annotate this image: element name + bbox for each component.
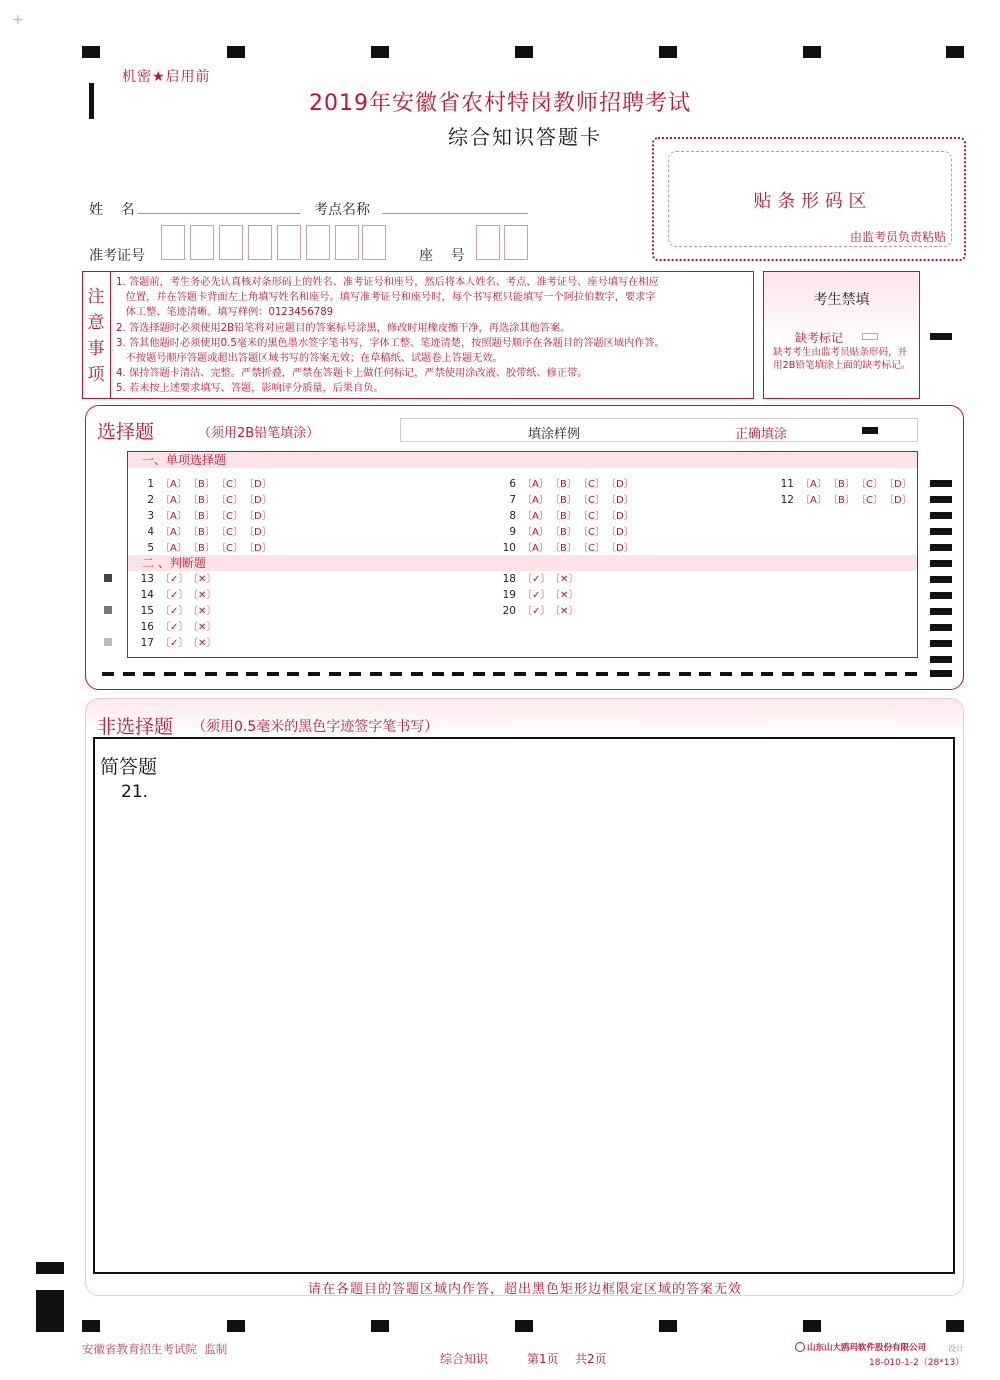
nonchoice-heading-note: （须用0.5毫米的黑色字迹签字笔书写）	[192, 719, 439, 735]
answer-bubble[interactable]: 〔B〕	[188, 543, 215, 554]
timing-mark	[432, 672, 444, 676]
answer-bubble[interactable]: 〔C〕	[856, 479, 883, 490]
answer-bubble[interactable]: 〔B〕	[550, 495, 577, 506]
answer-bubble[interactable]: 〔✕〕	[188, 590, 217, 601]
admission-digit-box[interactable]	[362, 225, 386, 260]
footer-total: 共2页	[575, 1352, 607, 1366]
timing-mark	[205, 672, 217, 676]
correct-label: 正确填涂	[735, 427, 788, 442]
answer-bubble[interactable]: 〔D〕	[606, 511, 634, 522]
question-number: 3	[147, 510, 154, 522]
answer-bubble[interactable]: 〔C〕	[856, 495, 883, 506]
answer-bubble[interactable]: 〔A〕	[160, 511, 187, 522]
answer-bubble[interactable]: 〔✓〕	[160, 574, 189, 585]
timing-mark	[741, 672, 753, 676]
question-row	[494, 541, 634, 555]
judge-heading: 二 、判断题	[128, 555, 917, 571]
answer-bubble[interactable]: 〔A〕	[160, 543, 187, 554]
answer-bubble[interactable]: 〔✓〕	[522, 606, 551, 617]
timing-mark	[473, 672, 485, 676]
seat-digit-box[interactable]	[476, 225, 500, 260]
answer-bubble[interactable]: 〔D〕	[884, 495, 912, 506]
absent-note: 缺考考生由监考员贴条形码，并用2B铅笔填涂上面的缺考标记。	[773, 347, 911, 371]
question-number: 17	[140, 637, 154, 649]
answer-bubble[interactable]: 〔B〕	[550, 543, 577, 554]
sample-label: 填涂样例	[528, 427, 581, 442]
answer-bubble[interactable]: 〔A〕	[522, 527, 549, 538]
answer-bubble[interactable]: 〔C〕	[216, 527, 243, 538]
timing-mark	[123, 672, 135, 676]
timing-mark	[596, 672, 608, 676]
notice-title-char: 事	[87, 339, 105, 359]
answer-bubble[interactable]: 〔D〕	[244, 527, 272, 538]
answer-bubble[interactable]: 〔B〕	[188, 527, 215, 538]
question-number: 15	[140, 605, 154, 617]
answer-bubble[interactable]: 〔C〕	[216, 511, 243, 522]
admission-digit-box[interactable]	[306, 225, 330, 260]
timing-mark	[514, 672, 526, 676]
answer-bubble[interactable]: 〔✕〕	[188, 606, 217, 617]
timing-mark	[515, 46, 533, 58]
timing-mark	[782, 672, 794, 676]
answer-bubble[interactable]: 〔✓〕	[522, 590, 551, 601]
timing-mark	[823, 672, 835, 676]
question-row	[132, 604, 216, 618]
timing-mark	[227, 46, 245, 58]
answer-bubble[interactable]: 〔B〕	[550, 527, 577, 538]
question-row	[132, 572, 216, 586]
timing-mark	[803, 1320, 821, 1332]
timing-mark	[555, 672, 567, 676]
timing-mark	[226, 672, 238, 676]
question-number: 2	[147, 494, 154, 506]
answer-bubble[interactable]: 〔✕〕	[188, 622, 217, 633]
timing-mark	[659, 46, 677, 58]
timing-mark	[802, 672, 814, 676]
answer-bubble[interactable]: 〔B〕	[188, 511, 215, 522]
answer-bubble[interactable]: 〔D〕	[244, 479, 272, 490]
question-number: 6	[509, 478, 516, 490]
orientation-bar	[36, 1290, 64, 1332]
answer-bubble[interactable]: 〔D〕	[606, 479, 634, 490]
answer-bubble[interactable]: 〔D〕	[884, 479, 912, 490]
answer-bubble[interactable]: 〔A〕	[522, 495, 549, 506]
question-number: 16	[140, 621, 154, 633]
timing-mark	[930, 560, 952, 567]
notice-line: 不按题号顺序答题或超出答题区域书写的答案无效；在草稿纸、试题卷上答题无效。	[116, 353, 503, 365]
answer-bubble[interactable]: 〔D〕	[244, 495, 272, 506]
timing-mark	[946, 46, 964, 58]
answer-bubble[interactable]: 〔A〕	[160, 479, 187, 490]
answer-bubble[interactable]: 〔A〕	[522, 479, 549, 490]
site-label: 考点名称	[314, 202, 370, 218]
timing-mark	[308, 672, 320, 676]
notice-line: 1. 答题前，考生务必先认真核对条形码上的姓名、准考证号和座号，然后将本人姓名、考点、准考证号、座号填写在相应	[116, 277, 659, 288]
timing-mark	[844, 672, 856, 676]
question-row	[132, 588, 216, 602]
question-number: 13	[140, 573, 154, 585]
timing-mark	[930, 656, 952, 663]
timing-mark	[287, 672, 299, 676]
question-row	[494, 493, 634, 507]
timing-mark	[930, 544, 952, 551]
timing-mark	[493, 672, 505, 676]
answer-bubble[interactable]: 〔A〕	[800, 479, 827, 490]
timing-square	[104, 638, 112, 646]
answer-bubble[interactable]: 〔B〕	[550, 479, 577, 490]
answer-bubble[interactable]: 〔✓〕	[522, 574, 551, 585]
absent-label: 缺考标记	[795, 331, 844, 345]
answer-bubble[interactable]: 〔C〕	[216, 479, 243, 490]
admission-digit-box[interactable]	[335, 225, 359, 260]
notice-title-char: 项	[87, 365, 105, 385]
company-name: 山东山大鸥玛软件股份有限公司	[807, 1343, 927, 1353]
timing-mark	[36, 1262, 64, 1274]
answer-bubble[interactable]: 〔A〕	[160, 527, 187, 538]
notice-line: 5. 若未按上述要求填写、答题，影响评分质量，后果自负。	[116, 383, 384, 395]
question-number: 14	[140, 589, 154, 601]
question-number: 19	[502, 589, 516, 601]
timing-mark	[370, 672, 382, 676]
question-number: 10	[502, 542, 516, 554]
notice-line: 2. 答选择题时必须使用2B铅笔将对应题目的答案标号涂黑，修改时用橡皮擦干净，再选涂其他答案。	[116, 322, 571, 334]
secret-label: 机密★启用前	[122, 69, 211, 85]
timing-mark	[143, 672, 155, 676]
timing-mark	[885, 672, 897, 676]
footer-page: 第1页	[527, 1352, 559, 1366]
answer-bubble[interactable]: 〔C〕	[216, 495, 243, 506]
answer-bubble[interactable]: 〔✕〕	[550, 590, 579, 601]
question-row	[132, 620, 216, 634]
answer-area[interactable]	[93, 737, 955, 1274]
answer-bubble[interactable]: 〔B〕	[828, 479, 855, 490]
seat-digit-box[interactable]	[504, 225, 528, 260]
notice-text	[116, 275, 752, 397]
answer-bubble[interactable]: 〔D〕	[606, 495, 634, 506]
notice-divider	[110, 271, 111, 399]
timing-mark	[930, 576, 952, 583]
nonchoice-heading: 非选择题	[97, 716, 174, 738]
barcode-note: 由监考员负责粘贴	[849, 230, 946, 244]
answer-bubble[interactable]: 〔C〕	[578, 527, 605, 538]
absent-mark-box[interactable]	[862, 333, 878, 340]
answer-bubble[interactable]: 〔D〕	[244, 543, 272, 554]
single-choice-heading: 一、单项选择题	[128, 452, 917, 468]
answer-bubble[interactable]: 〔✕〕	[188, 638, 217, 649]
footer-subject: 综合知识	[440, 1352, 489, 1366]
timing-mark	[329, 672, 341, 676]
section-title: 简答题	[100, 756, 158, 778]
question-number: 9	[509, 526, 516, 538]
question-row	[772, 477, 912, 491]
timing-mark	[576, 672, 588, 676]
question-number: 21.	[121, 782, 149, 802]
page-title: 2019年安徽省农村特岗教师招聘考试	[309, 91, 691, 116]
answer-bubble[interactable]: 〔C〕	[578, 543, 605, 554]
timing-mark	[349, 672, 361, 676]
question-number: 18	[502, 573, 516, 585]
timing-mark	[930, 333, 952, 340]
notice-title	[84, 284, 108, 388]
company-logo-icon	[795, 1342, 805, 1352]
answer-bubble[interactable]: 〔A〕	[522, 511, 549, 522]
timing-mark	[930, 496, 952, 503]
timing-mark	[930, 670, 952, 677]
timing-mark	[617, 672, 629, 676]
timing-square	[104, 574, 112, 582]
answer-bubble[interactable]: 〔B〕	[828, 495, 855, 506]
correct-fill-sample	[862, 427, 878, 434]
timing-mark	[930, 512, 952, 519]
answer-bubble[interactable]: 〔✕〕	[188, 574, 217, 585]
answer-bubble[interactable]: 〔✕〕	[550, 606, 579, 617]
answer-bubble[interactable]: 〔✕〕	[550, 574, 579, 585]
timing-mark	[535, 672, 547, 676]
admission-digit-box[interactable]	[277, 225, 301, 260]
timing-mark	[102, 672, 114, 676]
timing-mark	[864, 672, 876, 676]
question-row	[772, 493, 912, 507]
timing-mark	[411, 672, 423, 676]
timing-mark	[720, 672, 732, 676]
answer-bubble[interactable]: 〔C〕	[578, 511, 605, 522]
admission-label: 准考证号	[89, 248, 145, 264]
name-label: 姓 名	[89, 202, 135, 218]
answer-bubble[interactable]: 〔D〕	[606, 527, 634, 538]
timing-mark	[452, 672, 464, 676]
notice-title-char: 注	[87, 287, 105, 307]
question-number: 20	[502, 605, 516, 617]
question-number: 1	[147, 478, 154, 490]
question-number: 5	[147, 542, 154, 554]
timing-mark	[930, 480, 952, 487]
notice-line: 3. 答其他题时必须使用0.5毫米的黑色墨水签字笔书写，字体工整、笔迹清楚，按照题号顺序在各题目的答题区域内作答。	[116, 337, 665, 349]
timing-mark	[515, 1320, 533, 1332]
question-number: 12	[780, 494, 794, 506]
name-field[interactable]	[138, 213, 300, 214]
timing-mark	[267, 672, 279, 676]
timing-mark	[164, 672, 176, 676]
timing-square	[104, 606, 112, 614]
answer-bubble[interactable]: 〔D〕	[606, 543, 634, 554]
question-row	[494, 509, 634, 523]
answer-bubble[interactable]: 〔C〕	[578, 495, 605, 506]
answer-bubble[interactable]: 〔C〕	[216, 543, 243, 554]
timing-mark	[246, 672, 258, 676]
answer-area-warning: 请在各题目的答题区域内作答，超出黑色矩形边框限定区域的答案无效	[307, 1282, 742, 1297]
timing-mark	[803, 46, 821, 58]
answer-bubble[interactable]: 〔A〕	[522, 543, 549, 554]
timing-mark	[946, 1320, 964, 1332]
timing-mark	[930, 624, 952, 631]
question-number: 11	[780, 478, 794, 490]
timing-mark	[659, 1320, 677, 1332]
notice-line: 位置，并在答题卡背面左上角填写姓名和座号。填写准考证号和座号时，每个书写框只能填写一个阿拉伯数字，要求字	[116, 292, 656, 304]
timing-mark	[390, 672, 402, 676]
timing-mark	[658, 672, 670, 676]
answer-bubble[interactable]: 〔B〕	[188, 479, 215, 490]
admission-digit-box[interactable]	[161, 225, 185, 260]
answer-bubble[interactable]: 〔✓〕	[160, 638, 189, 649]
timing-mark	[82, 46, 100, 58]
timing-mark	[679, 672, 691, 676]
page-subtitle: 综合知识答题卡	[448, 125, 602, 149]
answer-bubble[interactable]: 〔A〕	[160, 495, 187, 506]
timing-mark	[699, 672, 711, 676]
question-row	[494, 572, 578, 586]
timing-mark	[371, 46, 389, 58]
timing-mark	[930, 640, 952, 647]
question-row	[494, 604, 578, 618]
timing-mark	[930, 528, 952, 535]
sample-box	[400, 418, 918, 442]
answer-bubble[interactable]: 〔D〕	[244, 511, 272, 522]
timing-mark	[227, 1320, 245, 1332]
registration-mark: +	[12, 12, 24, 28]
question-number: 4	[147, 526, 154, 538]
question-number: 7	[509, 494, 516, 506]
question-row	[494, 525, 634, 539]
answer-bubble[interactable]: 〔✓〕	[160, 590, 189, 601]
site-field[interactable]	[382, 213, 528, 214]
notice-line: 体工整、笔迹清晰。填写样例：0123456789	[116, 307, 334, 319]
question-row	[132, 493, 272, 507]
question-row	[494, 477, 634, 491]
notice-title-char: 意	[87, 313, 105, 333]
admission-digit-box[interactable]	[219, 225, 243, 260]
issuer: 安徽省教育招生考试院 监制	[82, 1342, 228, 1356]
notice-line: 4. 保持答题卡清洁、完整。严禁折叠，严禁在答题卡上做任何标记，严禁使用涂改液、胶带纸、修正带。	[116, 368, 588, 380]
question-row	[132, 636, 216, 650]
answer-bubble[interactable]: 〔B〕	[188, 495, 215, 506]
timing-mark	[905, 672, 917, 676]
timing-mark	[930, 608, 952, 615]
answer-bubble[interactable]: 〔✓〕	[160, 606, 189, 617]
answer-bubble[interactable]: 〔C〕	[578, 479, 605, 490]
timing-mark	[638, 672, 650, 676]
question-number: 8	[509, 510, 516, 522]
form-code: 18-010-1-2（28*13）	[869, 1358, 965, 1368]
choice-heading-note: （须用2B铅笔填涂）	[198, 426, 320, 441]
design-label: 设计	[948, 1344, 964, 1353]
admission-digit-box[interactable]	[248, 225, 272, 260]
admission-digit-box[interactable]	[190, 225, 214, 260]
answer-bubble[interactable]: 〔✓〕	[160, 622, 189, 633]
examiner-box-title: 考生禁填	[813, 292, 870, 308]
timing-mark	[371, 1320, 389, 1332]
timing-mark	[761, 672, 773, 676]
question-row	[132, 541, 272, 555]
answer-bubble[interactable]: 〔B〕	[550, 511, 577, 522]
question-row	[132, 525, 272, 539]
timing-mark	[82, 1320, 100, 1332]
question-row	[132, 477, 272, 491]
question-row	[132, 509, 272, 523]
question-row	[494, 588, 578, 602]
timing-mark	[184, 672, 196, 676]
barcode-label: 贴 条 形 码 区	[753, 191, 867, 212]
timing-mark	[930, 592, 952, 599]
choice-heading: 选择题	[97, 421, 155, 443]
answer-bubble[interactable]: 〔A〕	[800, 495, 827, 506]
seat-label: 座 号	[419, 248, 465, 264]
